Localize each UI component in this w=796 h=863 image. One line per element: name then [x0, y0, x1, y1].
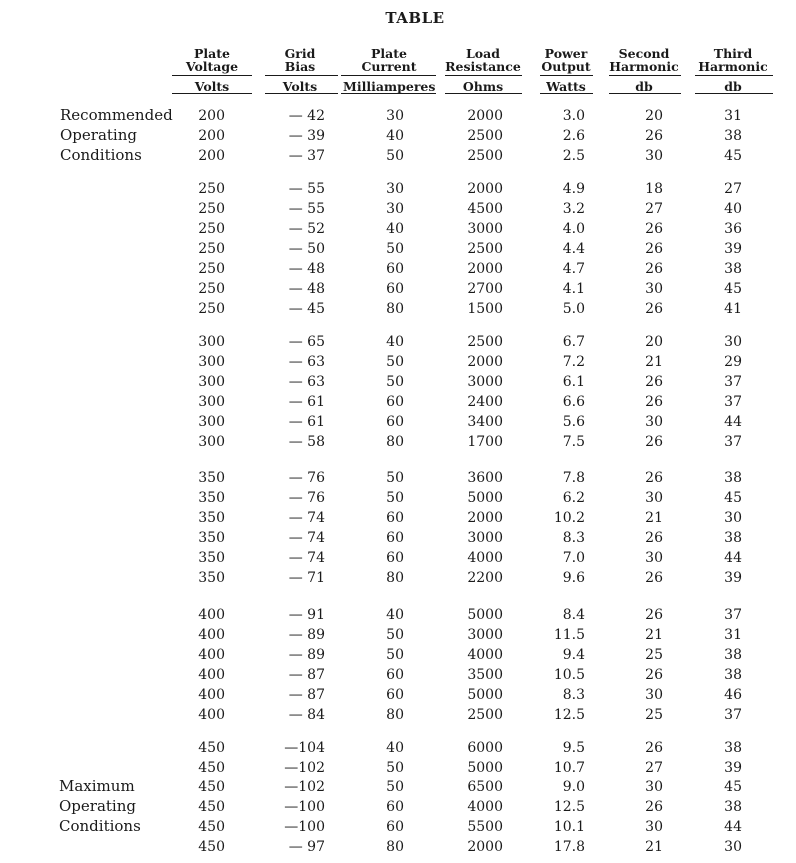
table-cell: 17.8 [553, 839, 585, 855]
table-cell: 38 [724, 647, 742, 663]
table-cell: 27 [645, 201, 663, 217]
table-cell: 50 [386, 470, 404, 486]
table-cell: 200 [198, 148, 225, 164]
table-cell: 21 [645, 510, 663, 526]
table-cell: 30 [645, 281, 663, 297]
table-cell: 31 [724, 108, 742, 124]
table-cell: —104 [284, 740, 325, 756]
table-cell: — 63 [288, 374, 325, 390]
table-cell: 21 [645, 627, 663, 643]
row-group-label-line: Maximum [59, 777, 135, 795]
column-header-line: Grid [284, 46, 316, 61]
table-cell: —102 [284, 760, 325, 776]
table-cell: 7.0 [562, 550, 585, 566]
table-cell: 26 [645, 301, 663, 317]
table-cell: 30 [386, 181, 404, 197]
table-cell: 45 [724, 281, 742, 297]
header-rule [445, 75, 522, 76]
table-cell: 38 [724, 530, 742, 546]
table-cell: 8.4 [562, 607, 585, 623]
table-cell: 350 [198, 470, 225, 486]
table-cell: 450 [198, 760, 225, 776]
table-cell: —102 [284, 779, 325, 795]
table-cell: — 45 [288, 301, 325, 317]
table-cell: 5.6 [562, 414, 585, 430]
header-rule [540, 75, 593, 76]
table-cell: 27 [724, 181, 742, 197]
table-cell: 80 [386, 707, 404, 723]
table-cell: — 91 [288, 607, 325, 623]
table-cell: 46 [724, 687, 742, 703]
table-cell: 350 [198, 490, 225, 506]
table-cell: 26 [645, 667, 663, 683]
table-cell: 2500 [467, 148, 503, 164]
table-cell: — 74 [288, 510, 325, 526]
table-cell: 350 [198, 530, 225, 546]
column-header [532, 47, 600, 73]
table-cell: 300 [198, 394, 225, 410]
table-cell: 250 [198, 301, 225, 317]
table-cell: 8.3 [562, 530, 585, 546]
table-cell: 400 [198, 607, 225, 623]
table-cell: 300 [198, 434, 225, 450]
table-cell: 60 [386, 530, 404, 546]
table-cell: — 48 [288, 281, 325, 297]
table-cell: 450 [198, 799, 225, 815]
table-cell: 39 [724, 241, 742, 257]
unit-rule [265, 93, 338, 94]
table-cell: — 84 [288, 707, 325, 723]
table-cell: 400 [198, 647, 225, 663]
table-cell: 26 [645, 530, 663, 546]
column-header-line: Harmonic [609, 59, 679, 74]
table-cell: 30 [645, 148, 663, 164]
table-cell: 2000 [467, 108, 503, 124]
table-cell: — 76 [288, 470, 325, 486]
table-cell: 7.2 [562, 354, 585, 370]
unit-rule [609, 93, 681, 94]
table-cell: 4.0 [562, 221, 585, 237]
table-cell: 60 [386, 394, 404, 410]
column-unit: db [635, 79, 653, 94]
table-cell: 41 [724, 301, 742, 317]
table-cell: — 50 [288, 241, 325, 257]
column-header [265, 47, 335, 73]
table-cell: 50 [386, 760, 404, 776]
column-header-line: Output [541, 59, 591, 74]
column-header [172, 47, 252, 73]
column-header-line: Resistance [445, 59, 521, 74]
table-cell: 2000 [467, 261, 503, 277]
table-cell: 50 [386, 647, 404, 663]
table-cell: 6.1 [562, 374, 585, 390]
column-unit: Volts [194, 79, 230, 94]
table-cell: — 89 [288, 647, 325, 663]
table-cell: 36 [724, 221, 742, 237]
table-cell: — 58 [288, 434, 325, 450]
table-cell: 40 [386, 607, 404, 623]
table-cell: 4500 [467, 201, 503, 217]
table-cell: 30 [724, 510, 742, 526]
table-cell: 38 [724, 740, 742, 756]
table-cell: 300 [198, 354, 225, 370]
table-cell: 5.0 [562, 301, 585, 317]
row-group-label-line: Recommended [60, 106, 173, 124]
table-cell: 60 [386, 667, 404, 683]
table-cell: 4.4 [562, 241, 585, 257]
table-cell: 80 [386, 570, 404, 586]
table-cell: 9.0 [562, 779, 585, 795]
table-cell: 38 [724, 128, 742, 144]
table-cell: 27 [645, 760, 663, 776]
table-cell: 37 [724, 394, 742, 410]
column-header-line: Third [713, 46, 753, 61]
table-cell: 400 [198, 627, 225, 643]
table-cell: 1500 [467, 301, 503, 317]
column-unit: Volts [282, 79, 318, 94]
table-cell: 26 [645, 740, 663, 756]
header-rule [172, 75, 252, 76]
column-header-line: Load [466, 46, 500, 61]
table-title: TABLE [385, 9, 445, 27]
table-cell: 10.1 [553, 819, 585, 835]
table-cell: 50 [386, 354, 404, 370]
table-cell: 7.5 [562, 434, 585, 450]
table-cell: 45 [724, 490, 742, 506]
column-header [607, 47, 681, 73]
table-cell: 11.5 [553, 627, 585, 643]
table-cell: 50 [386, 779, 404, 795]
table-cell: 9.4 [562, 647, 585, 663]
table-cell: 20 [645, 108, 663, 124]
table-cell: — 71 [288, 570, 325, 586]
table-cell: 60 [386, 799, 404, 815]
table-cell: 37 [724, 607, 742, 623]
table-cell: 50 [386, 627, 404, 643]
table-cell: 3400 [467, 414, 503, 430]
table-cell: — 87 [288, 667, 325, 683]
table-cell: —100 [284, 819, 325, 835]
table-cell: 26 [645, 470, 663, 486]
table-cell: 50 [386, 490, 404, 506]
table-cell: 26 [645, 128, 663, 144]
table-cell: 2500 [467, 241, 503, 257]
column-header-line: Second [618, 46, 670, 61]
table-cell: 26 [645, 221, 663, 237]
table-cell: 60 [386, 550, 404, 566]
table-cell: 44 [724, 819, 742, 835]
table-cell: — 39 [288, 128, 325, 144]
table-cell: 30 [724, 334, 742, 350]
table-cell: 3.2 [562, 201, 585, 217]
column-header [442, 47, 524, 73]
table-cell: 38 [724, 667, 742, 683]
table-cell: 300 [198, 374, 225, 390]
column-unit: Milliamperes [343, 79, 436, 94]
table-cell: 350 [198, 550, 225, 566]
row-group-label [59, 776, 141, 836]
table-cell: 3600 [467, 470, 503, 486]
table-cell: 3000 [467, 221, 503, 237]
table-cell: 30 [724, 839, 742, 855]
table-cell: 2000 [467, 354, 503, 370]
table-cell: 250 [198, 221, 225, 237]
table-cell: 2400 [467, 394, 503, 410]
row-group-label-line: Operating [59, 797, 136, 815]
table-cell: 38 [724, 470, 742, 486]
table-cell: 2700 [467, 281, 503, 297]
table-cell: 26 [645, 261, 663, 277]
table-cell: 250 [198, 261, 225, 277]
table-cell: 3000 [467, 627, 503, 643]
table-cell: 31 [724, 627, 742, 643]
table-cell: 5000 [467, 490, 503, 506]
table-cell: 45 [724, 148, 742, 164]
table-cell: 4.1 [562, 281, 585, 297]
table-cell: 7.8 [562, 470, 585, 486]
column-header-line: Bias [284, 59, 316, 74]
table-cell: 26 [645, 607, 663, 623]
table-cell: — 74 [288, 550, 325, 566]
table-cell: 12.5 [553, 707, 585, 723]
table-cell: 5000 [467, 607, 503, 623]
table-cell: 10.2 [553, 510, 585, 526]
unit-rule [341, 93, 436, 94]
table-cell: 2500 [467, 128, 503, 144]
table-cell: 26 [645, 241, 663, 257]
table-cell: 30 [645, 490, 663, 506]
row-group-label-line: Conditions [60, 146, 142, 164]
table-cell: 30 [645, 414, 663, 430]
column-header-line: Plate [371, 46, 407, 61]
table-cell: — 61 [288, 414, 325, 430]
table-cell: 2000 [467, 181, 503, 197]
table-cell: 38 [724, 261, 742, 277]
table-cell: 40 [386, 128, 404, 144]
table-cell: 2.6 [562, 128, 585, 144]
table-cell: 30 [386, 108, 404, 124]
table-cell: 3500 [467, 667, 503, 683]
table-cell: 5000 [467, 687, 503, 703]
table-cell: 200 [198, 108, 225, 124]
table-cell: 300 [198, 334, 225, 350]
row-group-label-line: Conditions [59, 817, 141, 835]
table-cell: 26 [645, 394, 663, 410]
table-cell: —100 [284, 799, 325, 815]
table-cell: 60 [386, 281, 404, 297]
table-cell: — 48 [288, 261, 325, 277]
table-cell: — 42 [288, 108, 325, 124]
table-cell: — 55 [288, 181, 325, 197]
table-cell: 26 [645, 434, 663, 450]
table-cell: 5500 [467, 819, 503, 835]
table-cell: 37 [724, 434, 742, 450]
header-rule [341, 75, 436, 76]
table-cell: 2500 [467, 334, 503, 350]
table-cell: 37 [724, 374, 742, 390]
table-cell: 4.9 [562, 181, 585, 197]
table-cell: 60 [386, 510, 404, 526]
table-cell: 37 [724, 707, 742, 723]
table-cell: 250 [198, 181, 225, 197]
table-cell: — 37 [288, 148, 325, 164]
column-unit: db [724, 79, 742, 94]
unit-rule [540, 93, 593, 94]
table-cell: 30 [645, 779, 663, 795]
table-cell: 50 [386, 374, 404, 390]
table-cell: 60 [386, 261, 404, 277]
table-cell: 10.5 [553, 667, 585, 683]
table-cell: 26 [645, 374, 663, 390]
table-cell: 38 [724, 799, 742, 815]
table-cell: — 63 [288, 354, 325, 370]
table-cell: 20 [645, 334, 663, 350]
header-rule [265, 75, 338, 76]
table-cell: 44 [724, 414, 742, 430]
column-header [695, 47, 771, 73]
table-cell: — 87 [288, 687, 325, 703]
table-cell: 39 [724, 760, 742, 776]
table-cell: 2000 [467, 510, 503, 526]
unit-rule [445, 93, 522, 94]
column-header-line: Current [361, 59, 417, 74]
table-cell: 5000 [467, 760, 503, 776]
table-cell: 350 [198, 570, 225, 586]
table-cell: 60 [386, 819, 404, 835]
table-cell: 9.6 [562, 570, 585, 586]
table-cell: — 89 [288, 627, 325, 643]
table-cell: 10.7 [553, 760, 585, 776]
table-cell: 8.3 [562, 687, 585, 703]
table-cell: 400 [198, 667, 225, 683]
column-header [343, 47, 435, 73]
column-header-line: Voltage [185, 59, 239, 74]
table-cell: 50 [386, 148, 404, 164]
table-cell: 3000 [467, 374, 503, 390]
table-cell: 6.7 [562, 334, 585, 350]
table-cell: 30 [645, 687, 663, 703]
column-unit: Ohms [462, 79, 504, 94]
table-cell: 3000 [467, 530, 503, 546]
row-group-label-line: Operating [60, 126, 137, 144]
table-cell: 40 [386, 334, 404, 350]
table-cell: 21 [645, 354, 663, 370]
table-cell: 300 [198, 414, 225, 430]
table-cell: 25 [645, 647, 663, 663]
table-cell: 200 [198, 128, 225, 144]
column-header-line: Harmonic [698, 59, 768, 74]
table-cell: 400 [198, 707, 225, 723]
table-cell: 40 [724, 201, 742, 217]
table-cell: — 74 [288, 530, 325, 546]
header-rule [695, 75, 773, 76]
table-cell: 18 [645, 181, 663, 197]
table-cell: — 65 [288, 334, 325, 350]
table-cell: 2000 [467, 839, 503, 855]
table-cell: 350 [198, 510, 225, 526]
table-cell: 12.5 [553, 799, 585, 815]
table-cell: 6.2 [562, 490, 585, 506]
table-cell: 3.0 [562, 108, 585, 124]
table-cell: 4000 [467, 799, 503, 815]
table-cell: — 52 [288, 221, 325, 237]
table-cell: 25 [645, 707, 663, 723]
table-cell: 30 [645, 819, 663, 835]
table-cell: 50 [386, 241, 404, 257]
table-cell: — 97 [288, 839, 325, 855]
table-cell: — 55 [288, 201, 325, 217]
header-rule [609, 75, 681, 76]
table-cell: 80 [386, 301, 404, 317]
table-cell: 26 [645, 570, 663, 586]
table-cell: 30 [645, 550, 663, 566]
table-cell: 450 [198, 819, 225, 835]
table-cell: 60 [386, 687, 404, 703]
column-header-line: Plate [194, 46, 230, 61]
table-cell: 450 [198, 779, 225, 795]
table-cell: 26 [645, 799, 663, 815]
table-cell: 29 [724, 354, 742, 370]
table-cell: 80 [386, 434, 404, 450]
table-cell: 60 [386, 414, 404, 430]
table-cell: 39 [724, 570, 742, 586]
table-cell: 450 [198, 740, 225, 756]
table-cell: 30 [386, 201, 404, 217]
table-cell: 21 [645, 839, 663, 855]
table-cell: 80 [386, 839, 404, 855]
table-cell: 250 [198, 201, 225, 217]
table-cell: 6500 [467, 779, 503, 795]
table-cell: 4000 [467, 550, 503, 566]
unit-rule [695, 93, 773, 94]
unit-rule [172, 93, 252, 94]
table-cell: 9.5 [562, 740, 585, 756]
table-cell: 2200 [467, 570, 503, 586]
table-cell: 40 [386, 221, 404, 237]
table-cell: 40 [386, 740, 404, 756]
table-cell: 250 [198, 281, 225, 297]
table-cell: 1700 [467, 434, 503, 450]
table-cell: 6000 [467, 740, 503, 756]
row-group-label [60, 105, 173, 165]
table-cell: 2500 [467, 707, 503, 723]
table-cell: 4000 [467, 647, 503, 663]
column-unit: Watts [546, 79, 586, 94]
table-cell: 450 [198, 839, 225, 855]
table-cell: 45 [724, 779, 742, 795]
table-cell: — 76 [288, 490, 325, 506]
table-cell: 2.5 [562, 148, 585, 164]
table-cell: 250 [198, 241, 225, 257]
table-cell: 6.6 [562, 394, 585, 410]
table-cell: 400 [198, 687, 225, 703]
table-cell: 44 [724, 550, 742, 566]
table-cell: 4.7 [562, 261, 585, 277]
column-header-line: Power [544, 46, 588, 61]
table-cell: — 61 [288, 394, 325, 410]
